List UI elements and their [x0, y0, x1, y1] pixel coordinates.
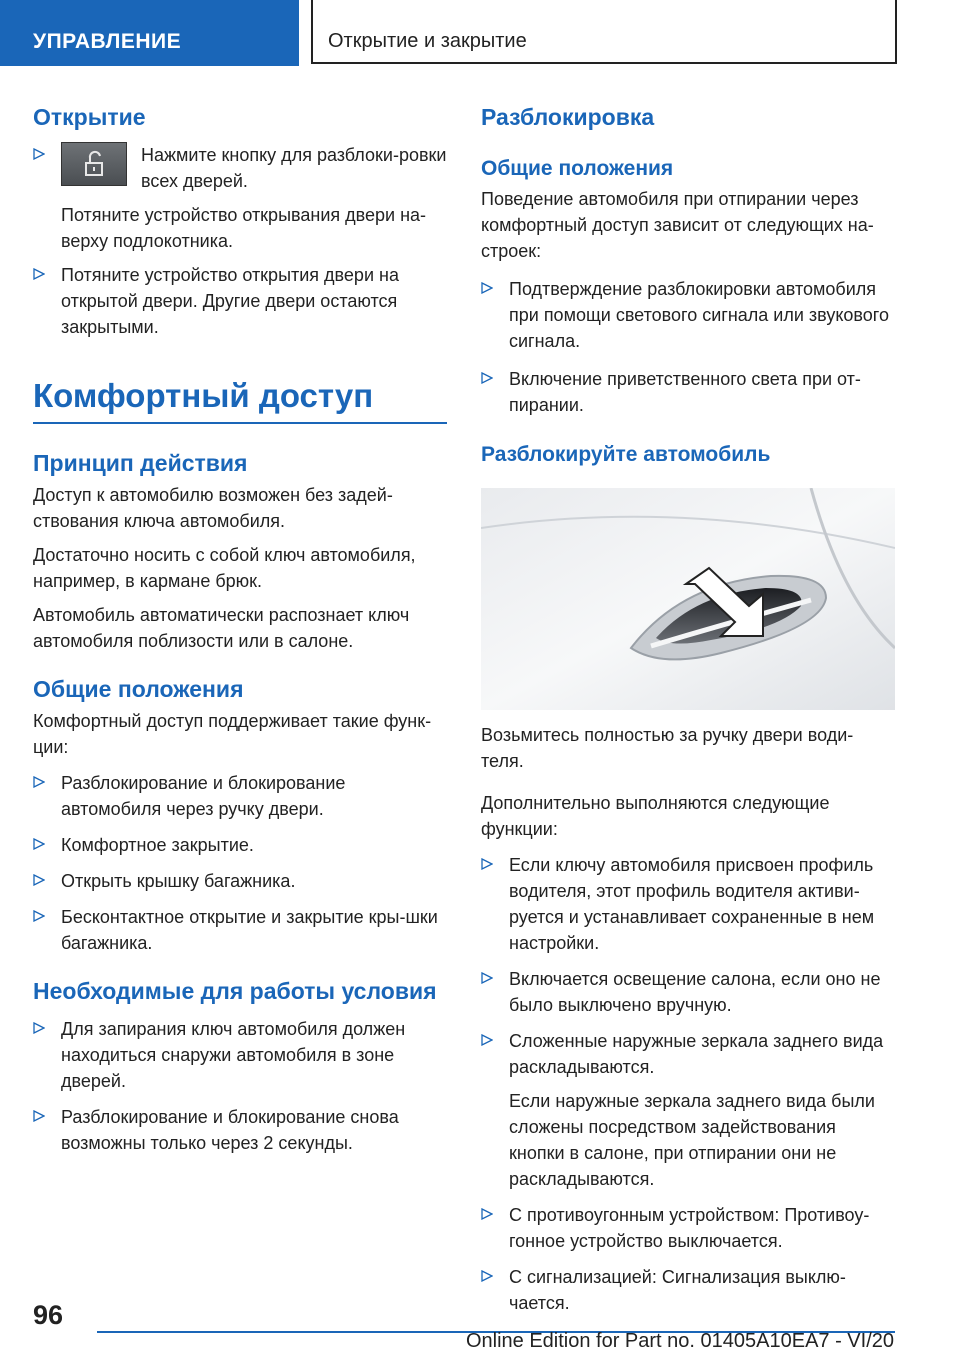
bullet-triangle-icon — [33, 910, 45, 922]
list-item: Сложенные наружные зеркала заднего вида раскладываются. — [481, 1028, 895, 1080]
list-item: Комфортное закрытие. — [33, 832, 447, 858]
header-section-tab — [0, 0, 299, 66]
list-item — [33, 262, 447, 340]
heading-general-right: Общие положения — [481, 157, 674, 180]
bullet-triangle-icon — [33, 874, 45, 886]
bullet-triangle-icon — [33, 838, 45, 850]
list-item — [33, 142, 447, 194]
bullet-triangle-icon — [33, 1022, 45, 1034]
open-item-1: Нажмите кнопку для разблоки-ровки всех дверей. — [141, 145, 447, 191]
heading-unlock: Разблокировка — [481, 104, 655, 130]
paragraph: Если наружные зеркала заднего вида были сложены посредством задействования кнопки в салоне, при отпирании они не раскладываются. — [509, 1091, 875, 1189]
right-column — [481, 100, 895, 1316]
bullet-triangle-icon — [33, 148, 45, 160]
bullet-triangle-icon — [481, 1208, 493, 1220]
paragraph: Доступ к автомобилю возможен без задей-ствования ключа автомобиля. — [33, 485, 393, 531]
heading-general: Общие положения — [33, 676, 244, 702]
bullet-triangle-icon — [481, 972, 493, 984]
list-item: Для запирания ключ автомобиля должен находиться снаружи автомобиля в зоне дверей. — [33, 1016, 447, 1094]
bullet-triangle-icon — [481, 282, 493, 294]
list-item: Разблокирование и блокирование снова возможны только через 2 секунды. — [33, 1104, 447, 1156]
list-item: Включение приветственного света при от-пирании. — [481, 366, 895, 418]
paragraph: Комфортный доступ поддерживает такие функ-ции: — [33, 711, 432, 757]
list-item: Включается освещение салона, если оно не было выключено вручную. — [481, 966, 895, 1018]
header-chapter: Открытие и закрытие — [328, 30, 527, 52]
open-item-1-sub: Потяните устройство открывания двери на-верху подлокотника. — [61, 205, 427, 251]
list-item: Бесконтактное открытие и закрытие кры-шки багажника. — [33, 904, 447, 956]
page-number: 96 — [33, 1300, 64, 1330]
list-item: Подтверждение разблокировки автомобиля при помощи светового сигнала или звукового сигнала. — [481, 276, 895, 354]
heading-comfort-access: Комфортный доступ — [33, 377, 374, 414]
door-handle-photo — [481, 488, 895, 710]
heading-conditions: Необходимые для работы условия — [33, 978, 437, 1004]
heading-principle: Принцип действия — [33, 450, 248, 476]
bullet-triangle-icon — [33, 268, 45, 280]
list-item: Открыть крышку багажника. — [33, 868, 447, 894]
paragraph: Возьмитесь полностью за ручку двери води-теля. — [481, 725, 854, 771]
bullet-triangle-icon — [33, 1110, 45, 1122]
bullet-triangle-icon — [33, 776, 45, 788]
bullet-triangle-icon — [481, 372, 493, 384]
footer-edition: Online Edition for Part no. 01405A10EA7 - VI/20 — [465, 1330, 894, 1352]
paragraph: Поведение автомобиля при отпирании через комфортный доступ зависит от следующих на-строек: — [481, 189, 874, 261]
header-section: УПРАВЛЕНИЕ — [33, 30, 182, 53]
list-item: С сигнализацией: Сигнализация выклю-чается. — [481, 1264, 895, 1316]
paragraph: Достаточно носить с собой ключ автомобиля, например, в кармане брюк. — [33, 545, 416, 591]
heading-open: Открытие — [33, 104, 146, 130]
open-item-2: Потяните устройство открытия двери на открытой двери. Другие двери остаются закрытыми. — [61, 265, 399, 337]
bullet-triangle-icon — [481, 858, 493, 870]
paragraph: Дополнительно выполняются следующие функции: — [481, 793, 830, 839]
list-item: Разблокирование и блокирование автомобиля через ручку двери. — [33, 770, 447, 822]
list-item: С противоугонным устройством: Противоу-гонное устройство выключается. — [481, 1202, 895, 1254]
bullet-triangle-icon — [481, 1034, 493, 1046]
left-column — [33, 100, 447, 1156]
header-chapter-box — [311, 0, 897, 64]
paragraph: Автомобиль автоматически распознает ключ автомобиля поблизости или в салоне. — [33, 605, 410, 651]
list-item: Если ключу автомобиля присвоен профиль водителя, этот профиль водителя активи-руется и устанавливает сохраненные в нем настройки. — [481, 852, 895, 956]
unlock-button-icon — [61, 142, 127, 186]
bullet-triangle-icon — [481, 1270, 493, 1282]
heading-unlock-car: Разблокируйте автомобиль — [481, 443, 771, 466]
heading-rule — [33, 422, 447, 424]
